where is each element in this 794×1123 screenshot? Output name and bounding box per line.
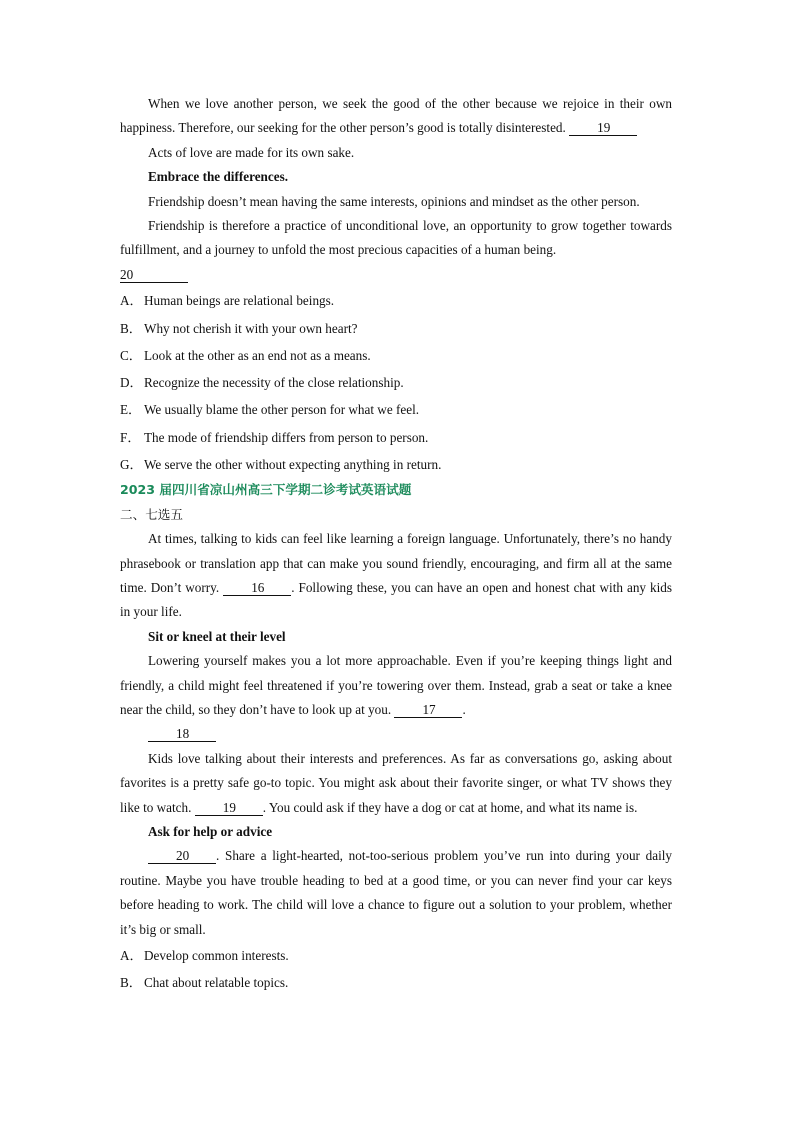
- paragraph-text: . Following these, you can have an open and honest chat with any kids in your life.: [120, 579, 672, 620]
- paragraph-text: When we love another person, we seek the good of the other because we rejoice in their own happiness. Therefore, our seeking for the other person’s good is totally disinterested.: [120, 96, 672, 136]
- paragraph-text: Kids love talking about their interests and preferences. As far as conversations go, asking about favorites is a pretty safe go-to topic. You might ask about their favorite singer, or what TV shows they like to watch.: [120, 750, 672, 815]
- document-page: [120, 92, 672, 997]
- option-letter: B．: [120, 320, 142, 336]
- paragraph: [120, 722, 672, 746]
- answer-blank-19: 19: [569, 120, 637, 136]
- option-item: [120, 342, 672, 369]
- answer-blank-16: 16: [223, 580, 291, 596]
- paragraph: Friendship doesn’t mean having the same interests, opinions and mindset as the other person.: [148, 193, 640, 209]
- option-letter: F．: [120, 429, 141, 445]
- option-text: Develop common interests.: [144, 948, 289, 964]
- section-heading: Sit or kneel at their level: [148, 628, 286, 644]
- paragraph-text: Lowering yourself makes you a lot more approachable. Even if you’re keeping things light and friendly, a child might feel threatened if you’re towering over them. Instead, grab a seat or take a knee near the child, so they don’t have to look up at you.: [120, 653, 672, 717]
- option-text: Why not cherish it with your own heart?: [144, 320, 358, 336]
- paragraph: [120, 92, 672, 141]
- option-text: The mode of friendship differs from person to person.: [144, 429, 429, 445]
- option-item: [120, 942, 672, 969]
- section-heading: Ask for help or advice: [148, 824, 273, 840]
- options-list: [120, 942, 672, 997]
- option-letter: C．: [120, 347, 142, 363]
- option-item: [120, 424, 672, 451]
- option-text: Recognize the necessity of the close relationship.: [144, 375, 404, 391]
- exam-title: 2023 届四川省凉山州高三下学期二诊考试英语试题: [120, 482, 412, 498]
- option-text: We usually blame the other person for what we feel.: [144, 402, 420, 418]
- options-list: [120, 287, 672, 478]
- option-item: [120, 287, 672, 314]
- option-item: [120, 315, 672, 342]
- option-text: Look at the other as an end not as a means.: [144, 347, 371, 363]
- answer-blank-20: 20: [148, 848, 216, 864]
- answer-blank-17: 17: [394, 702, 462, 718]
- paragraph: [120, 649, 672, 722]
- option-letter: G．: [120, 457, 143, 473]
- answer-blank-19: 19: [195, 800, 263, 816]
- paragraph: [120, 844, 672, 942]
- paragraph-text: . You could ask if they have a dog or cat at home, and what its name is.: [262, 799, 638, 815]
- section-heading: Embrace the differences.: [148, 169, 289, 185]
- option-item: [120, 969, 672, 996]
- paragraph-text: At times, talking to kids can feel like learning a foreign language. Unfortunately, there’s no handy phrasebook or translation app that can make you sound friendly, encouraging, and firm all at the same time. Don’t worry.: [120, 531, 672, 595]
- option-text: Human beings are relational beings.: [144, 293, 335, 309]
- section-title: 二、七选五: [120, 506, 183, 522]
- option-letter: A．: [120, 948, 143, 964]
- paragraph-text: . Share a light-hearted, not-too-serious problem you’ve run into during your daily routine. Maybe you have trouble heading to bed at a good time, or you can never find your car keys before heading to work. The child will love a chance to figure out a solution to your problem, whether it’s big or small.: [120, 848, 672, 937]
- option-item: [120, 396, 672, 423]
- answer-blank-18: 18: [148, 726, 216, 742]
- paragraph: [120, 747, 672, 820]
- option-text: Chat about relatable topics.: [144, 975, 289, 991]
- paragraph: Acts of love are made for its own sake.: [148, 144, 355, 160]
- option-item: [120, 369, 672, 396]
- option-letter: B．: [120, 975, 142, 991]
- paragraph: [120, 263, 672, 287]
- paragraph-text: .: [462, 701, 466, 717]
- option-item: [120, 451, 672, 478]
- paragraph: Friendship is therefore a practice of unconditional love, an opportunity to grow together towards fulfillment, and a journey to unfold the most precious capacities of a human being.: [120, 218, 672, 258]
- option-text: We serve the other without expecting anything in return.: [144, 457, 442, 473]
- answer-blank-20: 20: [120, 267, 188, 283]
- paragraph: [120, 527, 672, 625]
- option-letter: E．: [120, 402, 142, 418]
- option-letter: D．: [120, 375, 143, 391]
- option-letter: A．: [120, 293, 143, 309]
